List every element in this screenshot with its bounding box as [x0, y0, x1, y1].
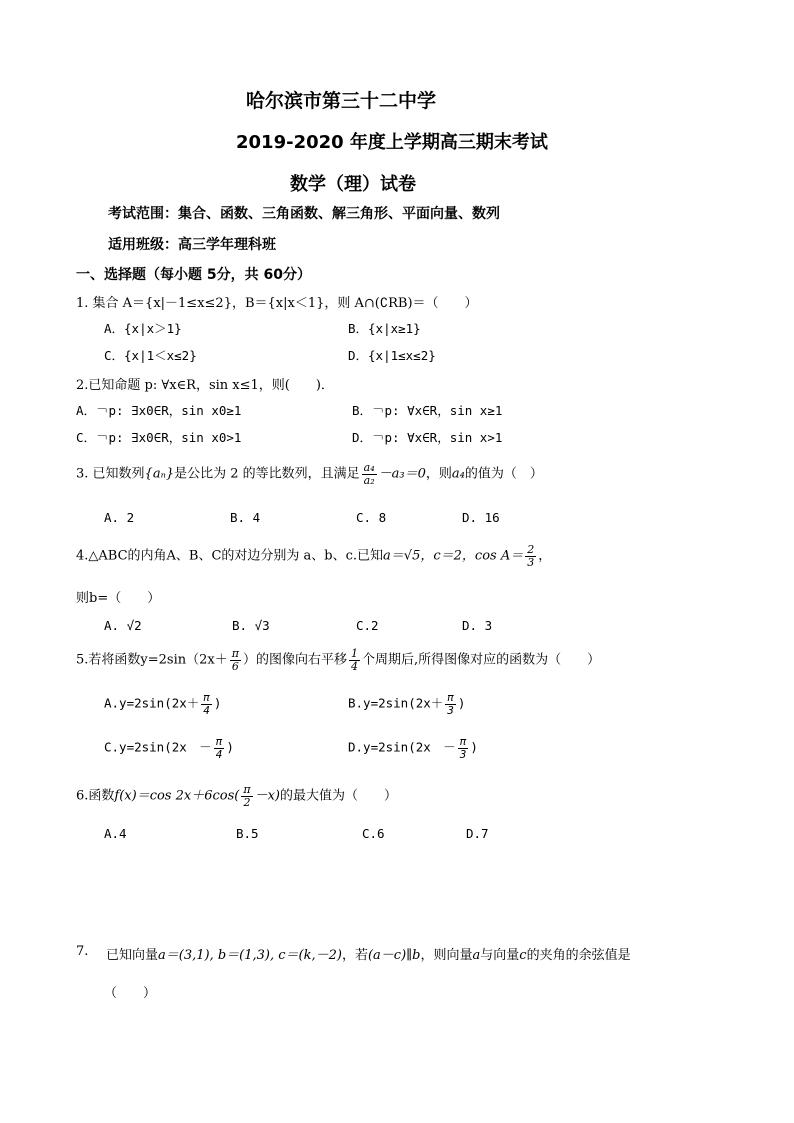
- question-7-post: ，则向量: [420, 948, 473, 963]
- question-7-answer-paren: （ ）: [104, 986, 157, 1001]
- question-5-option-a-pre: A.y=2sin(2x＋: [104, 695, 200, 711]
- question-5-option-d-pre: D.y=2sin(2x －: [348, 739, 456, 755]
- question-6-option-d: D.7: [466, 826, 489, 841]
- question-5-option-c-pre: C.y=2sin(2x －: [104, 739, 212, 755]
- question-5-option-b: [348, 692, 465, 716]
- question-3-fraction-denominator: a₂: [363, 473, 375, 487]
- question-3-end: 的值为（ ）: [464, 466, 543, 482]
- question-3-option-b: B. 4: [230, 510, 261, 525]
- question-6-fraction-denominator: 2: [243, 795, 251, 809]
- question-6-fraction: [241, 784, 252, 808]
- subject-title: 数学（理）试卷: [290, 174, 416, 195]
- exam-scope: 考试范围：集合、函数、三角函数、解三角形、平面向量、数列: [108, 206, 500, 222]
- question-5-option-d-numerator: π: [459, 735, 467, 748]
- question-4-cond-a: a＝√5: [383, 548, 421, 564]
- school-name: 哈尔滨市第三十二中学: [246, 90, 437, 112]
- question-5-option-c: [104, 736, 234, 760]
- question-6-fraction-numerator: π: [243, 783, 251, 796]
- question-7-mid: ，若: [341, 948, 368, 963]
- exam-title: 2019-2020 年度上学期高三期末考试: [236, 132, 548, 153]
- section-title: 一、选择题（每小题 5分，共 60分）: [76, 267, 311, 283]
- question-3-sequence: {aₙ}: [144, 466, 175, 482]
- question-5-option-a-close: ): [213, 695, 222, 711]
- question-5-option-c-numerator: π: [215, 735, 223, 748]
- question-5-option-d-close: ): [470, 739, 478, 755]
- question-7-pre: 已知向量: [106, 948, 159, 963]
- question-4-line2: 则b=（ ）: [76, 591, 161, 606]
- question-5-option-d-denominator: 3: [459, 747, 467, 761]
- question-4-pre: 4.△ABC的内角A、B、C的对边分别为 a、b、c.已知: [76, 548, 384, 564]
- question-5-option-b-pre: B.y=2sin(2x＋: [348, 695, 444, 711]
- question-1-option-b: B．{x|x≥1}: [348, 321, 421, 336]
- question-5-option-b-close: ): [457, 695, 466, 711]
- question-7-end: 的夹角的余弦值是: [526, 948, 631, 963]
- question-4-option-d: D. 3: [462, 618, 493, 633]
- question-6-option-b: B.5: [236, 826, 259, 841]
- question-3-condition: －a₃＝0: [378, 466, 426, 482]
- question-5-option-b-numerator: π: [447, 691, 454, 704]
- question-5-phase-fraction: [230, 648, 241, 672]
- question-3-pre: 3. 已知数列: [76, 466, 145, 482]
- question-4-text: [76, 544, 551, 568]
- question-5-option-c-denominator: 4: [215, 747, 223, 761]
- question-1-text: 1. 集合 A＝{x|－1≤x≤2}，B＝{x|x＜1}，则 A∩(∁RB)＝（ ）: [76, 296, 478, 311]
- question-5-period-numerator: 1: [350, 647, 358, 660]
- question-2-option-d: D．￢p: ∀x∈R，sin x>1: [352, 430, 503, 445]
- question-7-number: 7.: [76, 944, 89, 959]
- question-5-period-fraction: [349, 648, 360, 672]
- question-3-text: [76, 462, 543, 486]
- question-4-cond-c: ，c＝2，cos A＝: [420, 548, 524, 564]
- question-6-text: [76, 784, 397, 808]
- question-5-option-a-fraction: [201, 692, 212, 716]
- question-3-option-c: C. 8: [356, 510, 387, 525]
- question-6-expression-end: －x): [254, 788, 280, 804]
- question-3-fraction-numerator: a₄: [363, 461, 375, 474]
- question-5-option-d: [348, 736, 478, 760]
- question-6-option-a: A.4: [104, 826, 127, 841]
- question-4-option-b: B. √3: [232, 618, 270, 633]
- question-3-mid: 是公比为 2 的等比数列，且满足: [174, 466, 360, 482]
- question-6-expression: f(x)＝cos 2x＋6cos(: [114, 788, 240, 804]
- question-2-option-a: A．￢p: ∃x0∈R，sin x0≥1: [76, 403, 242, 418]
- question-3-term: a₄: [451, 466, 465, 482]
- question-5-phase-numerator: π: [231, 647, 239, 660]
- question-7-mid2: 与向量: [480, 948, 520, 963]
- question-4-option-c: C.2: [356, 618, 379, 633]
- applicable-class: 适用班级：高三学年理科班: [108, 237, 276, 253]
- question-7-vectors: a＝(3,1), b＝(1,3), c＝(k,－2): [158, 948, 342, 963]
- question-7-text: [106, 944, 631, 963]
- question-4-fraction: [525, 544, 536, 568]
- question-3-post: ，则: [425, 466, 452, 482]
- question-1-option-c: C．{x|1＜x≤2}: [104, 348, 197, 363]
- question-5-option-a-denominator: 4: [203, 703, 210, 717]
- question-6-post: 的最大值为（ ）: [279, 788, 397, 804]
- question-3-option-d: D. 16: [462, 510, 500, 525]
- question-4-fraction-numerator: 2: [527, 543, 535, 556]
- question-4-fraction-denominator: 3: [527, 555, 535, 569]
- question-5-option-b-denominator: 3: [447, 703, 454, 717]
- question-3-fraction: [362, 462, 377, 486]
- question-5-option-c-fraction: [214, 736, 225, 760]
- question-2-text: 2.已知命题 p: ∀x∈R，sin x≤1，则( )．: [76, 378, 334, 393]
- question-5-text: [76, 648, 600, 672]
- question-4-option-a: A. √2: [104, 618, 142, 633]
- question-5-pre: 5.若将函数y=2sin（2x＋: [76, 652, 228, 668]
- question-7-condition: (a－c)∥b: [367, 948, 421, 963]
- question-7-vector-c: c: [519, 948, 527, 963]
- question-5-period-denominator: 4: [350, 659, 358, 673]
- question-5-mid: ）的图像向右平移: [242, 652, 347, 668]
- question-5-option-c-close: ): [226, 739, 234, 755]
- question-5-post: 个周期后,所得图像对应的函数为（ ）: [361, 652, 601, 668]
- question-2-option-b: B．￢p: ∀x∈R，sin x≥1: [352, 403, 503, 418]
- question-6-pre: 6.函数: [76, 788, 115, 804]
- question-5-option-d-fraction: [458, 736, 469, 760]
- question-6-option-c: C.6: [362, 826, 385, 841]
- question-7-vector-a: a: [472, 948, 481, 963]
- question-2-option-c: C．￢p: ∃x0∈R，sin x0>1: [76, 430, 242, 445]
- question-5-option-a: [104, 692, 221, 716]
- question-5-option-b-fraction: [445, 692, 456, 716]
- question-1-option-a: A．{x|x＞1}: [104, 321, 182, 336]
- question-3-option-a: A. 2: [104, 510, 135, 525]
- question-1-option-d: D．{x|1≤x≤2}: [348, 348, 436, 363]
- question-5-phase-denominator: 6: [231, 659, 239, 673]
- question-4-comma: ，: [538, 548, 552, 564]
- question-5-option-a-numerator: π: [203, 691, 210, 704]
